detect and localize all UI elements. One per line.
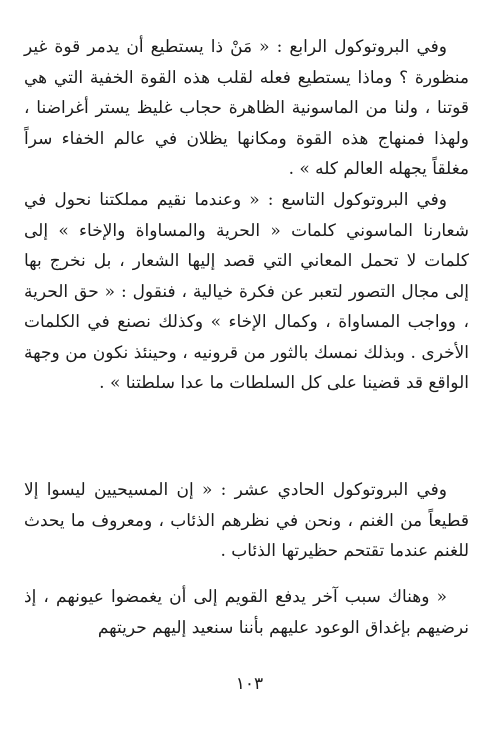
paragraph-continuation: « وهناك سبب آخر يدفع القويم إلى أن يغمضوا عيونهم ، إذ نرضيهم بإغداق الوعود عليهم بأننا سنعيد إليهم حريتهم bbox=[24, 587, 469, 638]
paragraph-protocol-11: وفي البروتوكول الحادي عشر : « إن المسيحيين ليسوا إلا قطيعاً من الغنم ، ونحن في نظرهم الذئاب ، ومعروف ما يحدث للغنم عندما تقتحم حظيرتها الذئاب . bbox=[24, 480, 469, 561]
paragraph-protocol-4: وفي البروتوكول الرابع : « مَنْ ذا يستطيع أن يدمر قوة غير منظورة ؟ وماذا يستطيع فعله لقلب هذه القوة الخفية التي هي قوتنا ، ولنا من الماسونية الظاهرة حجاب غليظ يستر أغراضنا ، ولهذا فمنهاج هذه القوة ومكانها يظلان في عالم الخفاء سراً مغلقاً يجهله العالم كله » . bbox=[24, 37, 469, 179]
page-number: ١٠٣ bbox=[235, 674, 264, 694]
paragraph-protocol-9: وفي البروتوكول التاسع : « وعندما نقيم مملكتنا نحول في شعارنا الماسوني كلمات « الحرية والمساواة والإخاء » إلى كلمات لا تحمل المعاني التي قصد إليها الشعار ، بل نخرج بها إلى مجال التصور لتعبر عن فكرة خيالية ، فنقول : « حق الحرية ، وواجب المساواة ، وكمال الإخاء » وكذلك نصنع في الكلمات الأخرى . وبذلك نمسك بالثور من قرونيه ، وحينئذ نكون من وجهة الواقع قد قضينا على كل السلطات ما عدا سلطتنا » . bbox=[24, 190, 469, 393]
